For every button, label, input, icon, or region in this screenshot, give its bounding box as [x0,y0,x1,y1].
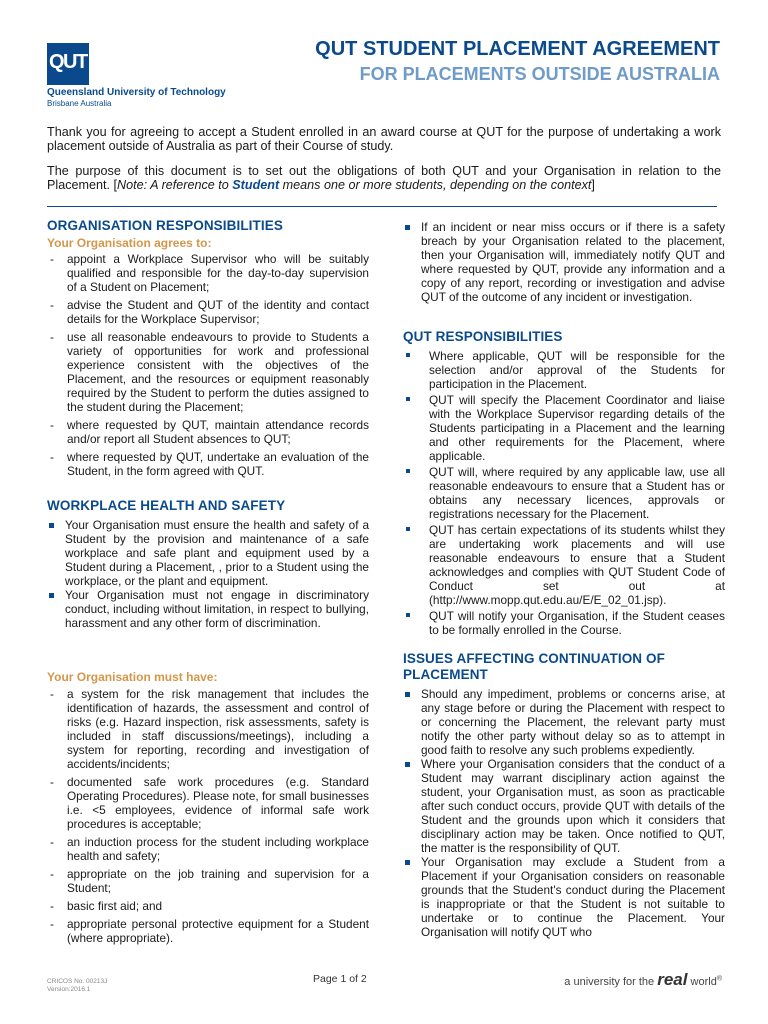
list-item: - use all reasonable endeavours to provide to Students a variety of opportunities for work and professional experience consistent with the objectives of the Placement, and the resources or equipment reasonably required by the Student to perform the duties assigned to the student during the Placement; [47,330,369,414]
list-item: - where requested by QUT, undertake an evaluation of the Student, in the form agreed with QUT. [47,450,369,478]
list-item: - appropriate personal protective equipment for a Student (where appropriate). [47,917,369,945]
must-have-subheading: Your Organisation must have: [47,670,218,684]
intro-paragraph-2-end: ] [591,178,595,192]
list-item: - advise the Student and QUT of the identity and contact details for the Workplace Supervisor; [47,298,369,326]
page-number: Page 1 of 2 [313,973,367,985]
list-item: QUT will notify your Organisation, if the Student ceases to be formally enrolled in the Course. [403,609,725,637]
issues-section [403,651,725,939]
issues-list [403,687,725,939]
note-student-term: Student [232,178,280,192]
list-item: - documented safe work procedures (e.g. Standard Operating Procedures). Please note, for small businesses i.e. <5 employees, evidence of informal safe work procedures is acceptable; [47,775,369,831]
footer-tagline [564,970,722,990]
org-agrees-subheading: Your Organisation agrees to: [47,236,212,250]
tagline-a: a university for the [564,976,658,988]
qut-resp-heading: QUT RESPONSIBILITIES [403,329,563,344]
list-item: QUT has certain expectations of its students whilst they are undertaking work placements and will use reasonable endeavours to ensure that a Student acknowledges and complies with QUT Student Code of Conduct set out at (http://www.mopp.qut.edu.au/E/E_02_01.jsp). [403,523,725,607]
qut-resp-list [403,349,725,637]
qut-logo [47,43,89,85]
logo-text: QUT [49,51,87,73]
must-have-list [47,687,369,945]
tagline-real: real [657,970,688,989]
document-subtitle: FOR PLACEMENTS OUTSIDE AUSTRALIA [359,64,720,84]
qut-responsibilities-section [403,330,725,639]
list-item: Where your Organisation considers that the conduct of a Student may warrant disciplinary action against the student, your Organisation must, as soon as practicable after such conduct occurs, provide QUT with details of the Student and the grounds upon which it considers that disciplinary action may be taken. Once notified to QUT, the matter is the responsibility of QUT. [403,757,725,855]
section-divider [47,206,717,207]
incident-section [403,220,725,304]
list-item: Where applicable, QUT will be responsible for the selection and/or approval of the Students for participation in the Placement. [403,349,725,391]
cricos-number: CRICOS No. 00213J [47,978,108,985]
university-location: Brisbane Australia [47,99,112,108]
organisation-responsibilities-section [47,219,369,482]
intro-paragraph-2-text: The purpose of this document is to set out the obligations of both QUT and your Organisation in relation to the Placement. [ [47,164,721,192]
list-item: - appoint a Workplace Supervisor who will be suitably qualified and responsible for the day-to-day supervision of a Student on Placement; [47,252,369,294]
whs-heading: WORKPLACE HEALTH AND SAFETY [47,498,286,513]
tagline-b: world [687,976,717,988]
tagline-registered-mark: ® [716,975,722,983]
list-item: - basic first aid; and [47,899,369,913]
list-item: QUT will specify the Placement Coordinator and liaise with the Workplace Supervisor regarding details of the Students participating in a Placement and the learning and other requirements for the Placement, where applicable. [403,393,725,463]
document-title: QUT STUDENT PLACEMENT AGREEMENT [315,38,720,60]
list-item: - a system for the risk management that includes the identification of hazards, the assessment and control of risks (e.g. Hazard inspection, risk assessments, safety is included in staff discussions/meetings), including a system for reporting, recording and investigation of accidents/incidents; [47,687,369,771]
org-resp-heading: ORGANISATION RESPONSIBILITIES [47,218,283,233]
version-label: Version:2016.1 [47,986,91,993]
list-item: Should any impediment, problems or concerns arise, at any stage before or during the Placement with respect to or concerning the Placement, the relevant party must notify the other party without delay so as to attempt in good faith to resolve any such problems expediently. [403,687,725,757]
org-agrees-list [47,252,369,478]
issues-heading: ISSUES AFFECTING CONTINUATION OF PLACEMENT [403,651,665,682]
whs-section [47,499,369,630]
note-text-b: means one or more students, depending on the context [279,178,592,192]
university-name: Queensland University of Technology [47,87,226,98]
note-text-a: Note: A reference to [117,178,233,192]
list-item: Your Organisation must ensure the health and safety of a Student by the provision and maintenance of a safe workplace and safe plant and equipment used by a Student during a Placement, , prior to a Student using the workplace, or the plant and equipment. [47,518,369,588]
must-have-section [47,670,369,949]
list-item: Your Organisation may exclude a Student from a Placement if your Organisation considers on reasonable grounds that the Student's conduct during the Placement is inappropriate or that the Student is not suitable to undertake or to continue the Placement. Your Organisation will notify QUT who [403,855,725,939]
intro-paragraph-1: Thank you for agreeing to accept a Student enrolled in an award course at QUT for the purpose of undertaking a work placement outside of Australia as part of their Course of study. [47,125,721,153]
list-item: QUT will, where required by any applicable law, use all reasonable endeavours to ensure that a Student has or obtains any necessary licences, approvals or registrations necessary for the Placement. [403,465,725,521]
list-item: - where requested by QUT, maintain attendance records and/or report all Student absences to QUT; [47,418,369,446]
list-item: - an induction process for the student including workplace health and safety; [47,835,369,863]
list-item: - appropriate on the job training and supervision for a Student; [47,867,369,895]
list-item: If an incident or near miss occurs or if there is a safety breach by your Organisation related to the placement, then your Organisation will, immediately notify QUT and where requested by QUT, provide any information and a copy of any report, recording or investigation and advise QUT of the outcome of any incident or investigation. [403,220,725,304]
incident-list [403,220,725,304]
intro-paragraph-2 [47,164,721,192]
footer-cricos [47,978,107,994]
list-item: Your Organisation must not engage in discriminatory conduct, including without limitation, in respect to bullying, harassment and any other form of discrimination. [47,588,369,630]
whs-list [47,518,369,630]
